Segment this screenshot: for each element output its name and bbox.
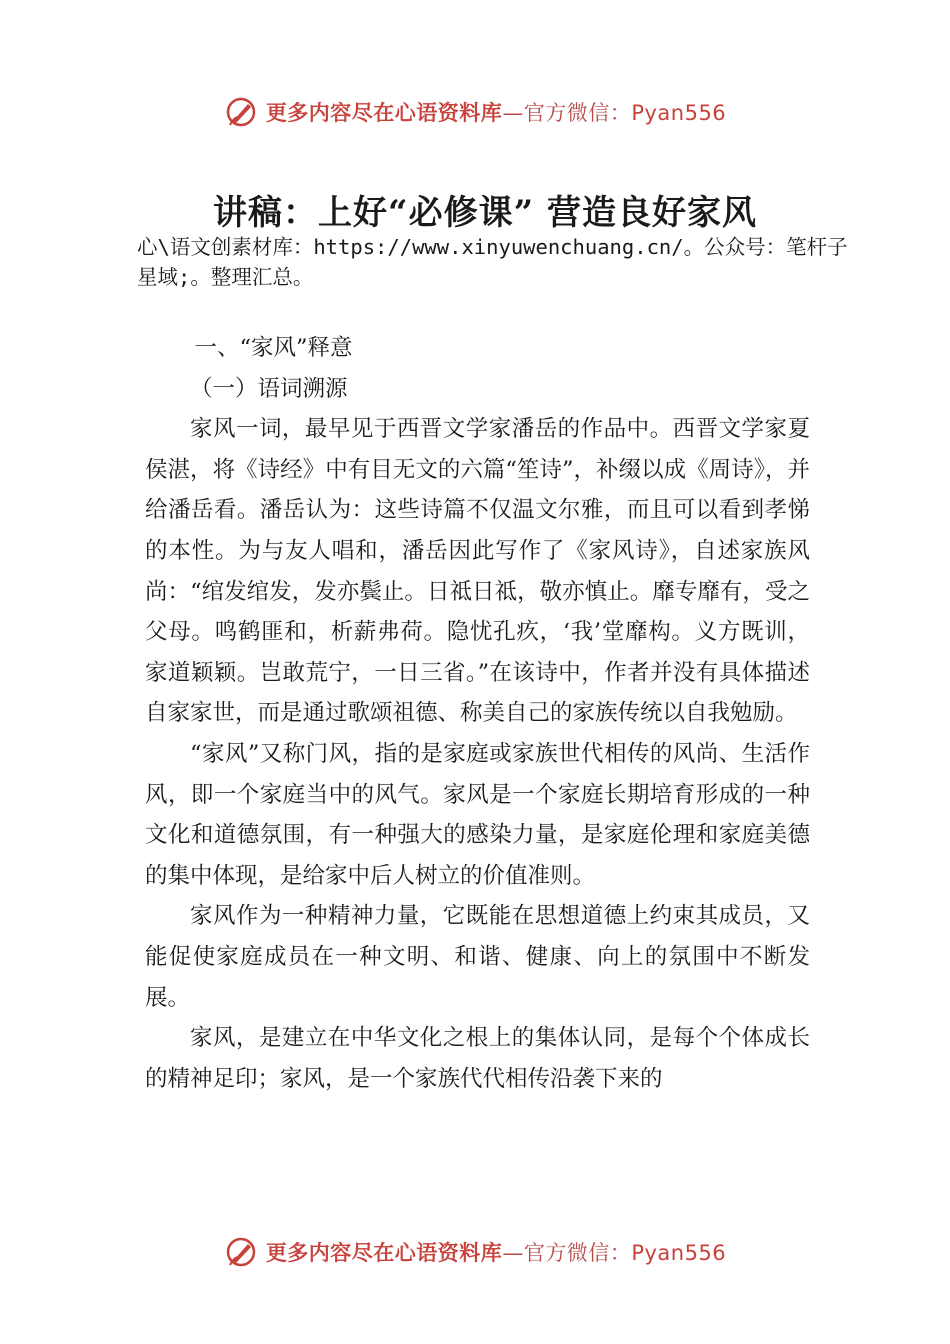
section-heading: 一、“家风”释意 bbox=[194, 335, 353, 361]
banner-text bbox=[266, 97, 726, 127]
banner-part2: —官方微信： bbox=[502, 1241, 632, 1265]
banner-part1: 更多内容尽在心语资料库 bbox=[265, 1241, 503, 1265]
paragraph: 家风一词，最早见于西晋文学家潘岳的作品中。西晋文学家夏侯湛，将《诗经》中有目无文的六篇“笙诗”，补缀以成《周诗》，并给潘岳看。潘岳认为：这些诗篇不仅温文尔雅，而且可以看到孝悌的本性。为与友人唱和，潘岳因此写作了《家风诗》，自述家族风尚：“绾发绾发，发亦鬓止。日祗日祗，敬亦慎止。靡专靡有，受之父母。鸣鹤匪和，析薪弗荷。隐忧孔疚，‘我’堂靡构。义方既训，家道颖颖。岂敢荒宁，一日三省。”在该诗中，作者并没有具体描述自家家世，而是通过歌颂祖德、称美自己的家族传统以自我勉励。 bbox=[145, 416, 810, 727]
banner-text bbox=[266, 1237, 726, 1267]
paragraph: 家风作为一种精神力量，它既能在思想道德上约束其成员，又能促使家庭成员在一种文明、和谐、健康、向上的氛围中不断发展。 bbox=[145, 903, 810, 1011]
banner-wechat-id: Pyan556 bbox=[631, 101, 727, 125]
document-body bbox=[145, 328, 810, 1099]
banner-part1: 更多内容尽在心语资料库 bbox=[265, 101, 503, 125]
banner-part2: —官方微信： bbox=[502, 101, 632, 125]
document-title: 讲稿：上好“必修课” 营造良好家风 bbox=[213, 193, 757, 233]
footer-banner bbox=[0, 1232, 950, 1272]
subsection-heading: （一）语词溯源 bbox=[190, 375, 348, 402]
pen-logo-icon bbox=[224, 95, 258, 129]
paragraph: 家风，是建立在中华文化之根上的集体认同，是每个个体成长的精神足印；家风，是一个家族代代相传沿袭下来的 bbox=[145, 1025, 810, 1092]
pen-logo-icon bbox=[224, 1235, 258, 1269]
paragraph: “家风”又称门风，指的是家庭或家族世代相传的风尚、生活作风，即一个家庭当中的风气。家风是一个家庭长期培育形成的一种文化和道德氛围，有一种强大的感染力量，是家庭伦理和家庭美德的集中体现，是给家中后人树立的价值准则。 bbox=[145, 740, 810, 889]
source-note: 心\语文创素材库：https://www.xinyuwenchuang.cn/。公众号：笔杆子星域;。整理汇总。 bbox=[137, 235, 848, 289]
banner-wechat-id: Pyan556 bbox=[631, 1241, 727, 1265]
header-banner bbox=[0, 92, 950, 132]
